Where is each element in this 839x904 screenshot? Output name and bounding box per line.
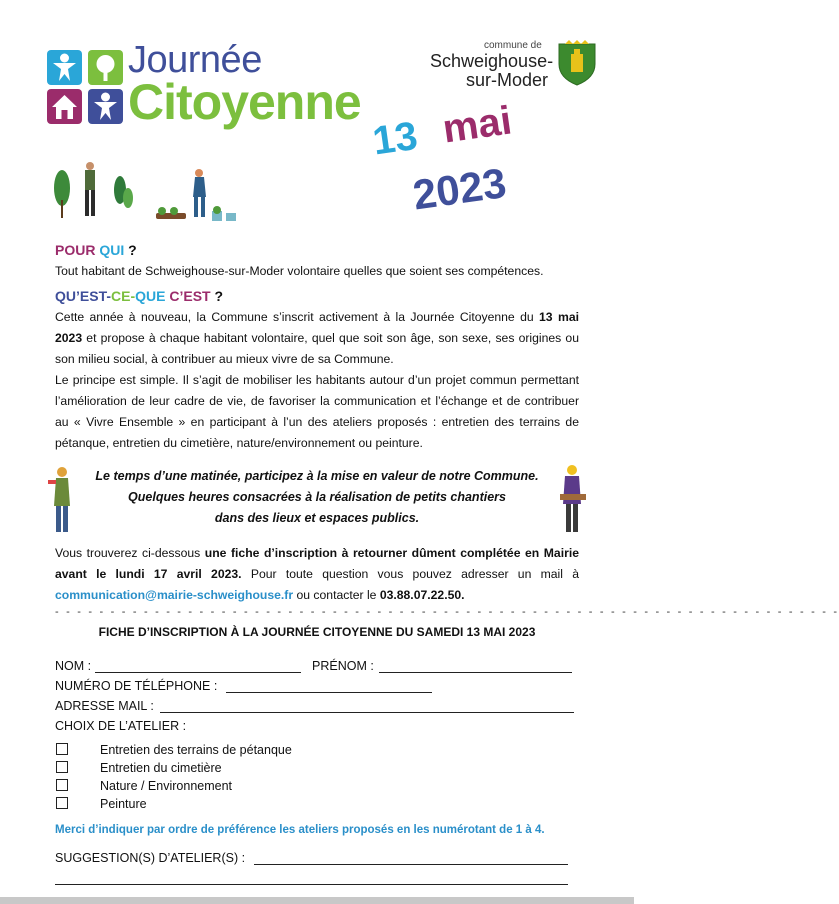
section-pour-qui-text: Tout habitant de Schweighouse-sur-Moder volontaire quelles que soient ses compétences. [55,264,544,278]
nom-label: NOM : [55,659,92,673]
option-peinture-label: Peinture [100,797,147,811]
date-day: 13 [370,113,421,164]
highlight-line3: dans des lieux et espaces publics. [214,511,420,525]
form-title: FICHE D’INSCRIPTION À LA JOURNÉE CITOYENNE DU SAMEDI 13 MAI 2023 [98,625,536,639]
bottom-bar [0,897,634,904]
planting-illustration-icon [152,165,240,227]
highlight-line2: Quelques heures consacrées à la réalisation de petits chantiers [128,490,506,504]
painter-illustration-icon [48,466,78,536]
option-peinture-checkbox[interactable] [56,797,68,809]
worker-illustration-icon [558,464,588,536]
option-petanque-label: Entretien des terrains de pétanque [100,743,292,757]
commune-name-line2: sur-Moder [466,70,549,90]
nom-field[interactable] [95,672,301,673]
atelier-label: CHOIX DE L’ATELIER : [55,719,187,733]
gardener-illustration-icon [50,160,135,220]
section-quest-ce-title: QU’EST-CE-QUE C’EST ? [55,288,224,304]
logo-tile-person-icon [88,89,123,124]
highlight-line1: Le temps d’une matinée, participez à la mise en valeur de notre Commune. [95,469,539,483]
option-nature-label: Nature / Environnement [100,779,233,793]
highlight-block [80,466,554,529]
section-quest-ce-paragraph2: Le principe est simple. Il s’agit de mobiliser les habitants autour d’un projet commun permettant l’amélioration de leur cadre de vie, de favoriser la communication et l’échange et de contribuer au « Vivre Ensemble » en participant à l’un des ateliers proposés : entretien des terrains de pétanque, entretien du cimetière, nature/environnement ou peinture. [55,373,579,450]
mail-field[interactable] [160,712,574,713]
prenom-field[interactable] [379,672,572,673]
logo-title-line1: Journée [128,39,262,81]
suggestion-field-line2[interactable] [55,884,568,885]
contact-email-link[interactable]: communication@mairie-schweighouse.fr [55,588,294,602]
option-cimetiere-checkbox[interactable] [56,761,68,773]
section-pour-qui-title: POUR QUI ? [55,242,137,258]
coat-of-arms-icon [557,40,597,86]
logo-tile-house-icon [47,89,82,124]
logo-title-line2: Citoyenne [128,74,361,130]
option-nature-checkbox[interactable] [56,779,68,791]
separator: - - - - - - - - - - - - - - - - - - - - - - - - - - - - - - - - - - - - - - - - - - - - - - - - - - - - - - - - - - - - - - - - - - - - - - - [55,606,839,618]
telephone-field[interactable] [226,692,432,693]
date-year: 2023 [410,158,510,219]
preference-note: Merci d’indiquer par ordre de préférence les ateliers proposés en les numérotant de 1 à 4. [55,824,545,836]
telephone-label: NUMÉRO DE TÉLÉPHONE : [55,679,218,693]
logo-tile-tree-icon [88,50,123,85]
option-cimetiere-label: Entretien du cimetière [100,761,222,775]
info-paragraph: Vous trouverez ci-dessous une fiche d’inscription à retourner dûment complétée en Mairie avant le lundi 17 avril 2023. Pour toute question vous pouvez adresser un mail à communication@mairie-schweighouse.fr ou contacter le 03.88.07.22.50. [55,546,580,602]
commune-label: commune de [484,40,542,51]
prenom-label: PRÉNOM : [312,659,374,673]
suggestion-field[interactable] [254,864,568,865]
commune-name-line1: Schweighouse- [430,51,554,71]
logo-tile-person-icon [47,50,82,85]
option-petanque-checkbox[interactable] [56,743,68,755]
mail-label: ADRESSE MAIL : [55,699,154,713]
date-month: mai [440,98,515,152]
suggestion-label: SUGGESTION(S) D’ATELIER(S) : [55,851,246,865]
section-quest-ce-paragraph1: Cette année à nouveau, la Commune s’inscrit activement à la Journée Citoyenne du 13 mai 2023 et propose à chaque habitant volontaire, quel que soit son âge, son sexe, ses origines ou son milieu social, à contribuer au mieux vivre de sa Commune. [55,310,579,366]
